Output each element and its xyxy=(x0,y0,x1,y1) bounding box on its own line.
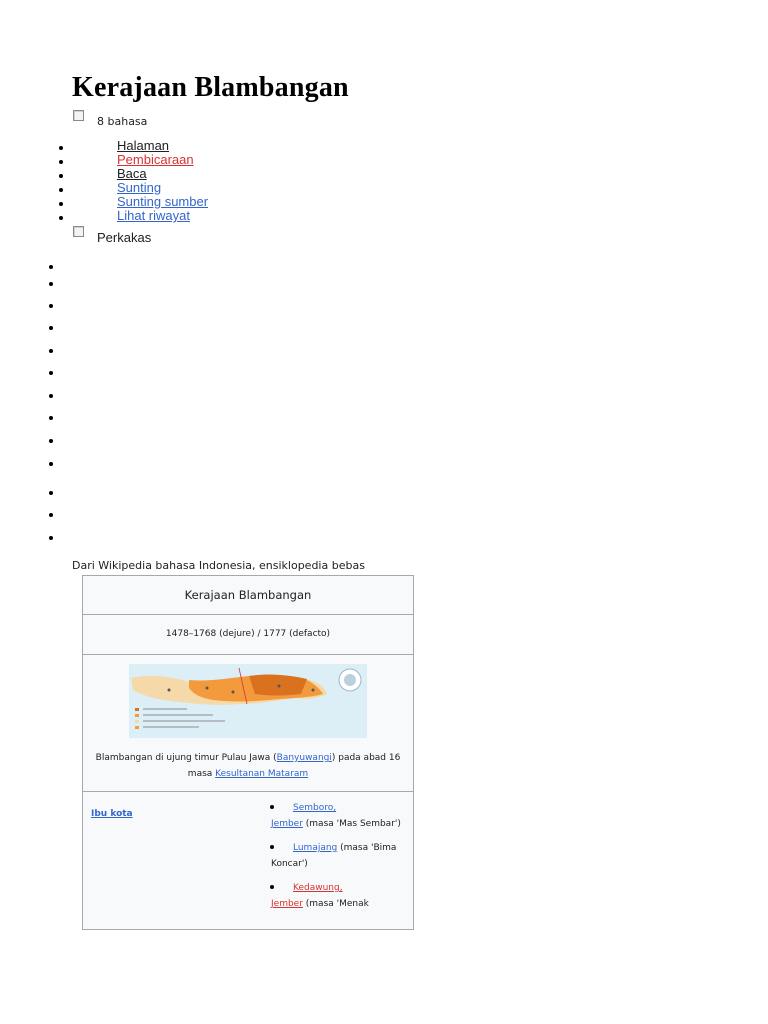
page-title: Kerajaan Blambangan xyxy=(72,72,349,103)
infobox xyxy=(82,575,414,930)
infobox-title: Kerajaan Blambangan xyxy=(83,576,413,615)
capital-item xyxy=(271,800,411,832)
tab-pembicaraan[interactable] xyxy=(0,153,400,167)
infobox-map-cell xyxy=(83,654,413,792)
tab-sunting-sumber-label[interactable]: Sunting sumber xyxy=(117,194,209,209)
tools-list-item xyxy=(49,416,53,420)
tools-list-item xyxy=(49,513,53,517)
tools-list-item xyxy=(49,265,53,269)
semboro-link[interactable]: Semboro, xyxy=(293,803,337,813)
kedawung-link[interactable]: Kedawung, xyxy=(293,883,343,893)
tab-halaman-label[interactable]: Halaman xyxy=(117,138,170,153)
tab-sunting[interactable] xyxy=(0,181,400,195)
capital-list xyxy=(271,800,411,920)
capital-note: (masa 'Bima Koncar') xyxy=(271,843,397,869)
lumajang-link[interactable]: Lumajang xyxy=(293,843,338,853)
site-tagline: Dari Wikipedia bahasa Indonesia, ensiklopedia bebas xyxy=(72,559,365,572)
map-caption xyxy=(93,750,403,782)
tools-list-item xyxy=(49,394,53,398)
jember-redlink[interactable]: Jember xyxy=(271,899,303,909)
java-map-image[interactable] xyxy=(129,664,367,738)
tools-list-item xyxy=(49,491,53,495)
tools-list-item xyxy=(49,282,53,286)
tools-label[interactable]: Perkakas xyxy=(97,230,152,245)
capital-note: (masa 'Mas Sembar') xyxy=(302,819,401,829)
page-tabs xyxy=(0,139,400,223)
tools-checkbox[interactable] xyxy=(73,226,84,237)
tab-baca[interactable] xyxy=(0,167,400,181)
tab-sunting-label[interactable]: Sunting xyxy=(117,180,162,195)
capital-item xyxy=(271,880,411,912)
tools-list-item xyxy=(49,304,53,308)
capital-label-link[interactable]: Ibu kota xyxy=(91,809,133,819)
jember-link[interactable]: Jember xyxy=(271,819,303,829)
tab-lihat-riwayat-label[interactable]: Lihat riwayat xyxy=(117,208,190,223)
banyuwangi-link[interactable]: Banyuwangi xyxy=(276,753,332,763)
tools-list-item xyxy=(49,326,53,330)
caption-text-start: Blambangan di ujung timur Pulau Jawa ( xyxy=(95,753,277,763)
infobox-period: 1478–1768 (dejure) / 1777 (defacto) xyxy=(83,614,413,655)
languages-checkbox[interactable] xyxy=(73,110,84,121)
tab-sunting-sumber[interactable] xyxy=(0,195,400,209)
tab-lihat-riwayat[interactable] xyxy=(0,209,400,223)
languages-label[interactable]: 8 bahasa xyxy=(97,115,148,128)
tools-list-item xyxy=(49,439,53,443)
tab-baca-label[interactable]: Baca xyxy=(117,166,147,181)
caption-text-middle: ) pada abad 16 masa xyxy=(187,753,401,779)
capital-item xyxy=(271,840,411,872)
tools-list-item xyxy=(49,349,53,353)
kesultanan-mataram-link[interactable]: Kesultanan Mataram xyxy=(215,769,309,779)
tools-list-item xyxy=(49,462,53,466)
tab-pembicaraan-label[interactable]: Pembicaraan xyxy=(117,152,194,167)
tools-list-item xyxy=(49,371,53,375)
capital-note: (masa 'Menak xyxy=(302,899,369,909)
tab-halaman[interactable] xyxy=(0,139,400,153)
tools-list-item xyxy=(49,536,53,540)
